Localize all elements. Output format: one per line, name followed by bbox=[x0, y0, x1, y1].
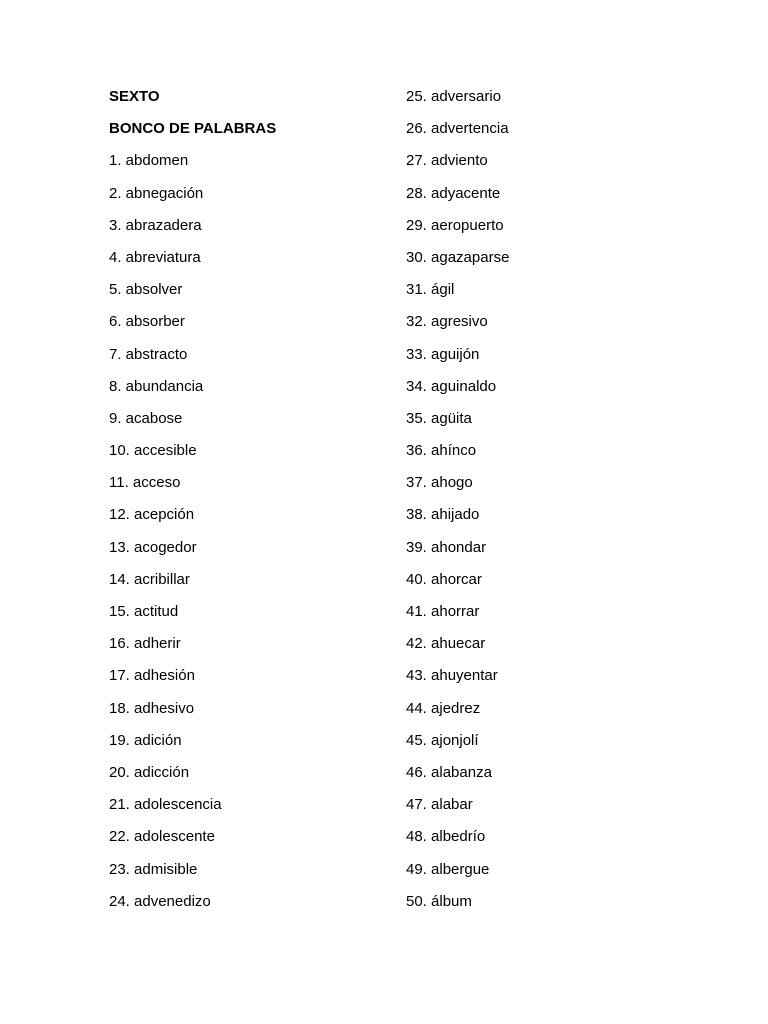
word-list-item: 44. ajedrez bbox=[406, 699, 481, 717]
word-list-item: 19. adición bbox=[109, 731, 182, 749]
word-list-item: 33. aguijón bbox=[406, 345, 480, 363]
word-list-item: 26. advertencia bbox=[406, 120, 509, 138]
word-list-item: 48. albedrío bbox=[406, 828, 486, 846]
word-list-item: 18. adhesivo bbox=[109, 699, 195, 717]
word-list-item: 14. acribillar bbox=[109, 570, 190, 588]
word-list-item: 23. admisible bbox=[109, 860, 198, 878]
word-list-item: 35. agüita bbox=[406, 409, 472, 427]
word-list-item: 41. ahorrar bbox=[406, 603, 480, 620]
word-list-item: 22. adolescente bbox=[109, 828, 215, 846]
word-list-item: 12. acepción bbox=[109, 506, 195, 524]
word-list-item: 50. álbum bbox=[406, 892, 472, 910]
word-list-item: 7. abstracto bbox=[109, 345, 188, 363]
word-list-item: 47. alabar bbox=[406, 796, 473, 814]
word-list-item: 40. ahorcar bbox=[406, 570, 482, 588]
word-list-item: 15. actitud bbox=[109, 603, 179, 620]
word-list-item: 24. advenedizo bbox=[109, 892, 211, 910]
word-list-item: 27. adviento bbox=[406, 152, 488, 170]
word-list-item: 45. ajonjolí bbox=[406, 731, 479, 749]
word-list-item: 4. abreviatura bbox=[109, 248, 201, 266]
word-list-item: 36. ahínco bbox=[406, 442, 477, 460]
word-list-item: 49. albergue bbox=[406, 860, 490, 878]
word-list-item: 38. ahijado bbox=[406, 506, 480, 524]
word-list-item: 17. adhesión bbox=[109, 667, 195, 685]
word-list-item: 32. agresivo bbox=[406, 313, 488, 331]
word-list-item: 43. ahuyentar bbox=[406, 667, 498, 685]
word-list-item: 37. ahogo bbox=[406, 474, 473, 492]
document-heading: SEXTO bbox=[109, 88, 160, 105]
word-list-item: 9. acabose bbox=[109, 409, 183, 427]
word-list-item: 11. acceso bbox=[109, 474, 181, 492]
word-list-item: 21. adolescencia bbox=[109, 796, 222, 814]
word-list-item: 3. abrazadera bbox=[109, 216, 202, 234]
word-list-item: 10. accesible bbox=[109, 442, 197, 460]
word-list-item: 20. adicción bbox=[109, 763, 190, 781]
word-list-item: 16. adherir bbox=[109, 635, 181, 653]
document-subheading: BONCO DE PALABRAS bbox=[109, 120, 277, 138]
word-list-item: 28. adyacente bbox=[406, 184, 501, 202]
word-list-item: 39. ahondar bbox=[406, 538, 487, 556]
word-list-item: 8. abundancia bbox=[109, 377, 204, 395]
word-list-item: 34. aguinaldo bbox=[406, 377, 497, 395]
word-list-item: 25. adversario bbox=[406, 88, 502, 105]
word-list-item: 2. abnegación bbox=[109, 184, 204, 202]
word-list-item: 5. absolver bbox=[109, 281, 183, 299]
left-word-column bbox=[109, 85, 389, 922]
word-list-item: 31. ágil bbox=[406, 281, 455, 299]
word-list-item: 30. agazaparse bbox=[406, 248, 510, 266]
word-list-item: 13. acogedor bbox=[109, 538, 197, 556]
word-list-item: 6. absorber bbox=[109, 313, 185, 331]
right-word-column bbox=[406, 85, 706, 922]
word-list-item: 29. aeropuerto bbox=[406, 216, 504, 234]
word-list-item: 1. abdomen bbox=[109, 152, 189, 170]
word-list-item: 46. alabanza bbox=[406, 763, 492, 781]
word-list-item: 42. ahuecar bbox=[406, 635, 486, 653]
